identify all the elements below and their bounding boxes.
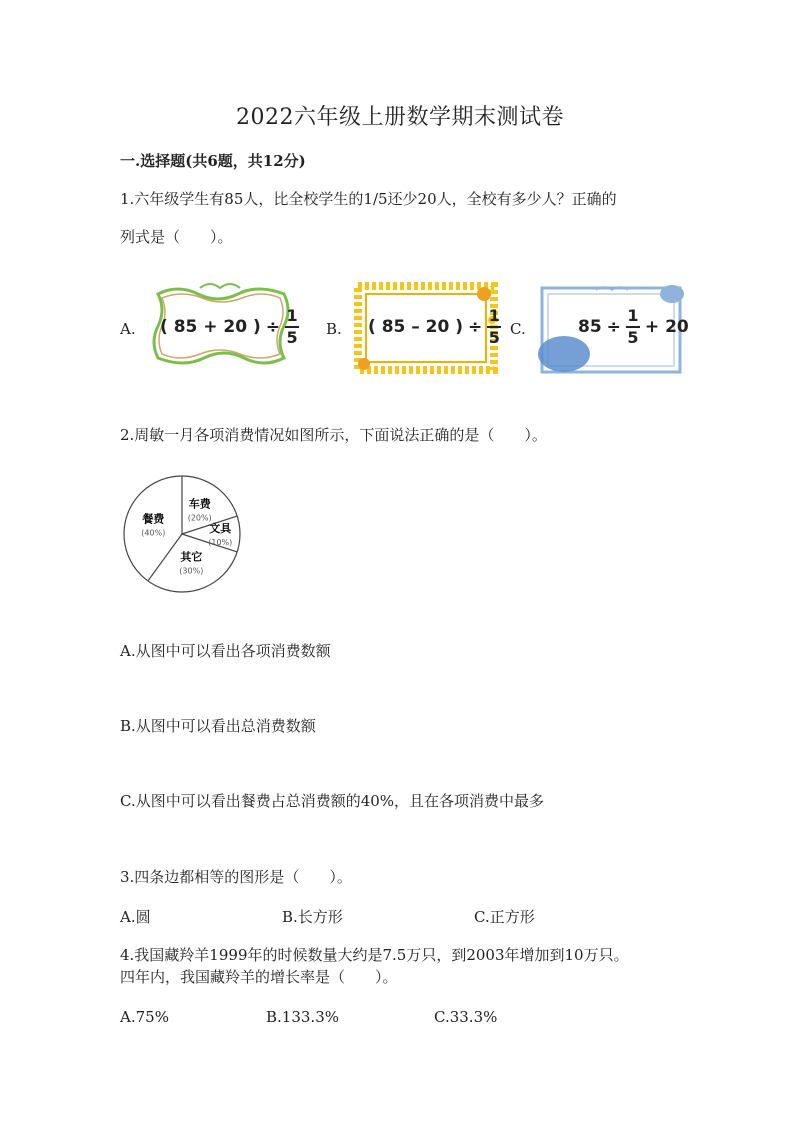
q4-option-c[interactable]: C.33.3% <box>434 1008 498 1026</box>
expr-a-fraction <box>285 308 299 346</box>
q3-option-a[interactable]: A.圆 <box>120 908 151 926</box>
q4-option-a[interactable]: A.75% <box>120 1008 169 1026</box>
expr-b-left: ( 85 – 20 ) <box>368 317 464 337</box>
expr-c-num: 1 <box>627 306 639 325</box>
q4-option-b[interactable]: B.133.3% <box>266 1008 339 1026</box>
pie-percent-1: (20%) <box>187 513 212 523</box>
pie-percent-2: (10%) <box>208 538 233 547</box>
pie-label-3: 其它 <box>180 550 203 564</box>
q3-option-c[interactable]: C.正方形 <box>474 908 535 926</box>
q1-option-a-label[interactable]: A. <box>120 320 136 338</box>
expr-a-op: ÷ <box>265 317 281 337</box>
q2-text: 2.周敏一月各项消费情况如图所示，下面说法正确的是（ ）。 <box>120 426 547 444</box>
pie-label-1: 车费 <box>188 497 211 511</box>
q1-text-line2: 列式是（ ）。 <box>120 228 233 246</box>
expr-c-fraction <box>626 308 640 346</box>
q1-text-line1: 1.六年级学生有85人，比全校学生的1/5还少20人，全校有多少人？正确的 <box>120 190 617 208</box>
q4-text-line2: 四年内，我国藏羚羊的增长率是（ ）。 <box>120 968 398 986</box>
q1-option-c-label[interactable]: C. <box>510 320 526 338</box>
q3-text: 3.四条边都相等的图形是（ ）。 <box>120 868 352 886</box>
expr-a-den: 5 <box>286 328 298 347</box>
q1-option-b-expression[interactable] <box>368 308 501 346</box>
q2-option-c[interactable]: C.从图中可以看出餐费占总消费额的40%，且在各项消费中最多 <box>120 792 545 810</box>
expr-b-op: ÷ <box>468 317 483 337</box>
expr-a-left: ( 85 + 20 ) <box>160 317 261 337</box>
expr-c-op: ÷ <box>606 317 621 337</box>
expr-c-right: + 20 <box>644 317 689 337</box>
q3-option-b[interactable]: B.长方形 <box>282 908 343 926</box>
expr-b-num: 1 <box>488 306 500 325</box>
q2-pie-chart <box>120 472 244 596</box>
q1-option-a-expression[interactable] <box>160 308 299 346</box>
pie-percent-0: (40%) <box>141 528 166 538</box>
expr-b-den: 5 <box>488 328 500 347</box>
q2-option-a[interactable]: A.从图中可以看出各项消费数额 <box>120 642 331 660</box>
expr-c-left: 85 <box>578 317 602 337</box>
pie-label-2: 文具 <box>209 522 232 535</box>
q2-option-b[interactable]: B.从图中可以看出总消费数额 <box>120 717 316 735</box>
pie-percent-3: (30%) <box>179 566 204 576</box>
expr-b-fraction <box>487 308 501 346</box>
q1-option-b-label[interactable]: B. <box>326 320 342 338</box>
expr-a-num: 1 <box>286 306 298 325</box>
page-title: 2022六年级上册数学期末测试卷 <box>236 105 564 130</box>
section-heading: 一.选择题(共6题，共12分) <box>120 152 306 170</box>
expr-c-den: 5 <box>627 328 639 347</box>
pie-label-0: 餐费 <box>142 512 165 526</box>
q1-option-c-expression[interactable] <box>578 308 689 346</box>
q4-text-line1: 4.我国藏羚羊1999年的时候数量大约是7.5万只，到2003年增加到10万只。 <box>120 946 629 964</box>
